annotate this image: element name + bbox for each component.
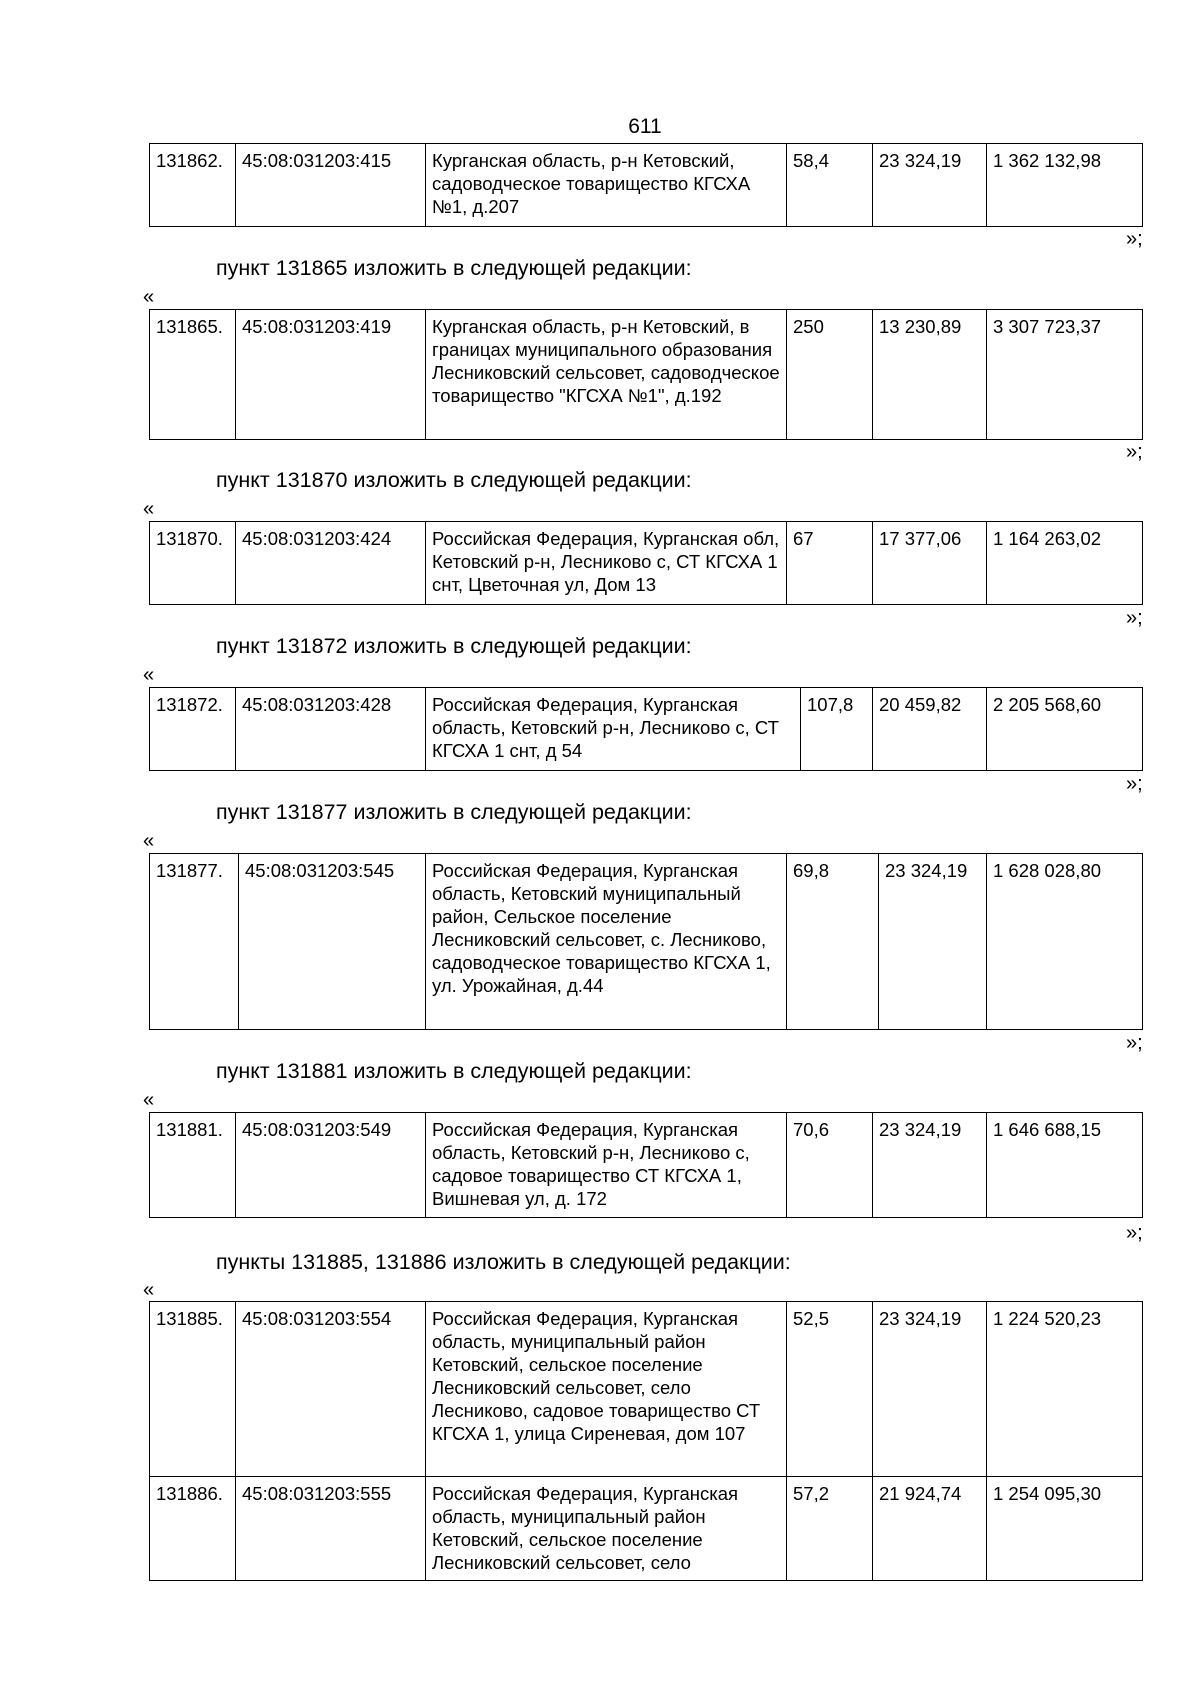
area: 58,4 [787,144,873,227]
opening-quote: « [143,1279,155,1301]
cadastral-rate: 13 230,89 [873,310,987,440]
area: 107,8 [801,688,873,771]
cadastral-value: 1 254 095,30 [987,1477,1143,1581]
page-number: 611 [628,115,662,138]
closing-quote: »; [1126,1222,1143,1244]
cadastral-number: 45:08:031203:428 [236,688,426,771]
cadastral-rate: 23 324,19 [873,1113,987,1218]
cadastral-value: 2 205 568,60 [987,688,1143,771]
row-number: 131885. [150,1302,236,1477]
record-table-131872 [149,687,1143,771]
record-table-131877 [149,853,1143,1030]
closing-quote: »; [1126,1032,1143,1054]
address: Курганская область, р-н Кетовский, садоводческое товарищество КГСХА №1, д.207 [426,144,787,227]
opening-quote: « [143,664,155,686]
cadastral-value: 3 307 723,37 [987,310,1143,440]
table-row [150,522,1143,605]
cadastral-value: 1 164 263,02 [987,522,1143,605]
row-number: 131865. [150,310,236,440]
cadastral-rate: 20 459,82 [873,688,987,771]
amendment-instruction: пункт 131870 изложить в следующей редакции: [216,468,692,492]
closing-quote: »; [1126,607,1143,629]
amendment-instruction: пункт 131877 изложить в следующей редакции: [216,800,692,824]
record-table-131862 [149,143,1143,227]
area: 250 [787,310,873,440]
opening-quote: « [143,498,155,520]
cadastral-number: 45:08:031203:424 [236,522,426,605]
closing-quote: »; [1126,773,1143,795]
opening-quote: « [143,286,155,308]
cadastral-value: 1 646 688,15 [987,1113,1143,1218]
cadastral-value: 1 628 028,80 [987,854,1143,1030]
record-table-131885-131886 [149,1301,1143,1581]
amendment-instruction: пункт 131872 изложить в следующей редакции: [216,634,692,658]
area: 70,6 [787,1113,873,1218]
cadastral-rate: 23 324,19 [873,144,987,227]
table-row [150,688,1143,771]
address: Российская Федерация, Курганская область, муниципальный район Кетовский, сельское поселение Лесниковский сельсовет, село Лесниково, садовое товарищество СТ КГСХА 1, улица Сиреневая, дом 107 [426,1302,787,1477]
cadastral-number: 45:08:031203:545 [239,854,426,1030]
cadastral-rate: 17 377,06 [873,522,987,605]
amendment-instruction: пункты 131885, 131886 изложить в следующей редакции: [216,1250,791,1274]
table-row [150,1477,1143,1581]
cadastral-rate: 21 924,74 [873,1477,987,1581]
area: 52,5 [787,1302,873,1477]
row-number: 131877. [150,854,239,1030]
row-number: 131881. [150,1113,236,1218]
closing-quote: »; [1126,441,1143,463]
cadastral-value: 1 224 520,23 [987,1302,1143,1477]
record-table-131881 [149,1112,1143,1218]
area: 67 [787,522,873,605]
row-number: 131872. [150,688,236,771]
address: Российская Федерация, Курганская область, Кетовский р-н, Лесниково с, СТ КГСХА 1 снт, д 54 [426,688,801,771]
row-number: 131886. [150,1477,236,1581]
cadastral-value: 1 362 132,98 [987,144,1143,227]
cadastral-rate: 23 324,19 [873,1302,987,1477]
cadastral-number: 45:08:031203:554 [236,1302,426,1477]
address: Российская Федерация, Курганская область, Кетовский муниципальный район, Сельское поселение Лесниковский сельсовет, с. Лесниково, садоводческое товарищество КГСХА 1, ул. Урожайная, д.44 [426,854,787,1030]
cadastral-rate: 23 324,19 [879,854,987,1030]
row-number: 131862. [150,144,236,227]
cadastral-number: 45:08:031203:549 [236,1113,426,1218]
table-row [150,310,1143,440]
address: Российская Федерация, Курганская область, Кетовский р-н, Лесниково с, садовое товарищество СТ КГСХА 1, Вишневая ул, д. 172 [426,1113,787,1218]
table-row [150,144,1143,227]
table-row [150,854,1143,1030]
cadastral-number: 45:08:031203:419 [236,310,426,440]
amendment-instruction: пункт 131865 изложить в следующей редакции: [216,256,692,280]
record-table-131870 [149,521,1143,605]
area: 69,8 [787,854,879,1030]
table-row [150,1113,1143,1218]
address: Российская Федерация, Курганская обл, Кетовский р-н, Лесниково с, СТ КГСХА 1 снт, Цветочная ул, Дом 13 [426,522,787,605]
record-table-131865 [149,309,1143,440]
amendment-instruction: пункт 131881 изложить в следующей редакции: [216,1059,692,1083]
closing-quote: »; [1126,228,1143,250]
opening-quote: « [143,830,155,852]
row-number: 131870. [150,522,236,605]
opening-quote: « [143,1089,155,1111]
table-row [150,1302,1143,1477]
address: Российская Федерация, Курганская область, муниципальный район Кетовский, сельское поселение Лесниковский сельсовет, село [426,1477,787,1581]
cadastral-number: 45:08:031203:415 [236,144,426,227]
area: 57,2 [787,1477,873,1581]
address: Курганская область, р-н Кетовский, в границах муниципального образования Лесниковский сельсовет, садоводческое товарищество "КГСХА №1", д.192 [426,310,787,440]
cadastral-number: 45:08:031203:555 [236,1477,426,1581]
